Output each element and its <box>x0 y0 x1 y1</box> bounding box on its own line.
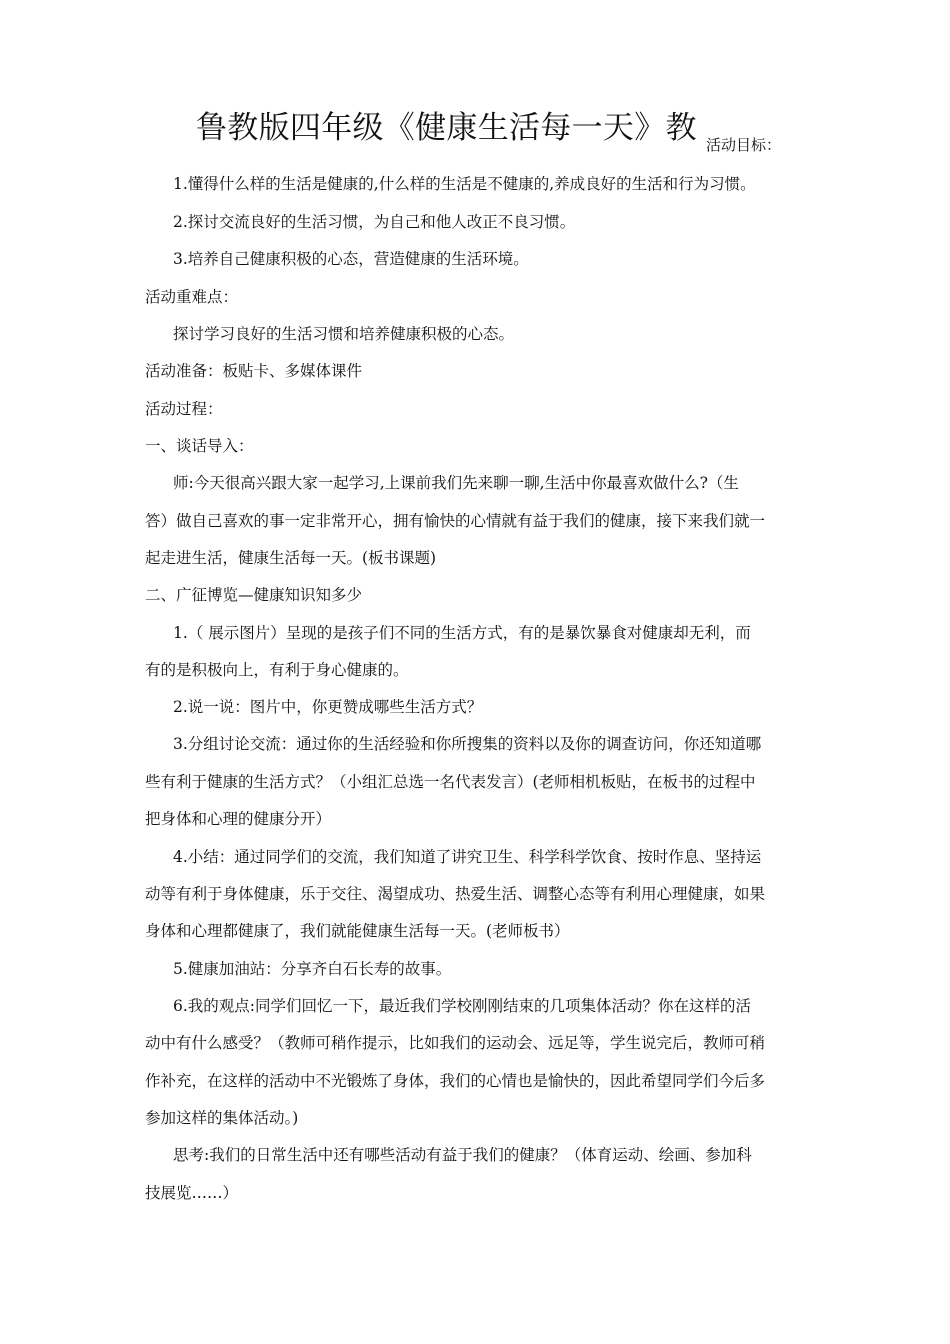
key-points-text: 探讨学习良好的生活习惯和培养健康积极的心态。 <box>173 325 515 343</box>
preparation-text: 活动准备：板贴卡、多媒体课件 <box>145 362 363 380</box>
section-2-heading: 二、广征博览—健康知识知多少 <box>145 586 363 604</box>
process-heading: 活动过程： <box>145 400 223 418</box>
intro-paragraph-line-1: 师:今天很高兴跟大家一起学习,上课前我们先来聊一聊,生活中你最喜欢做什么?（生 <box>173 474 739 492</box>
item-4-line-1: 4.小结：通过同学们的交流，我们知道了讲究卫生、科学科学饮食、按时作息、坚持运 <box>173 848 762 866</box>
reflection-line-1: 思考:我们的日常生活中还有哪些活动有益于我们的健康？（体育运动、绘画、参加科 <box>173 1146 752 1164</box>
item-3-line-3: 把身体和心理的健康分开） <box>145 810 332 828</box>
item-5: 5.健康加油站：分享齐白石长寿的故事。 <box>173 960 452 978</box>
section-1-heading: 一、谈话导入： <box>145 437 254 455</box>
goal-2: 2.探讨交流良好的生活习惯，为自己和他人改正不良习惯。 <box>173 213 576 231</box>
item-4-line-3: 身体和心理都健康了，我们就能健康生活每一天。(老师板书） <box>145 922 570 940</box>
item-1-line-1: 1.（ 展示图片）呈现的是孩子们不同的生活方式，有的是暴饮暴食对健康却无利，而 <box>173 624 751 642</box>
item-4-line-2: 动等有利于身体健康，乐于交往、渴望成功、热爱生活、调整心态等有利用心理健康，如果 <box>145 885 766 903</box>
item-3-line-1: 3.分组讨论交流：通过你的生活经验和你所搜集的资料以及你的调查访问，你还知道哪 <box>173 735 762 753</box>
item-6-line-2: 动中有什么感受？（教师可稍作提示，比如我们的运动会、远足等，学生说完后，教师可稍 <box>145 1034 766 1052</box>
item-6-line-3: 作补充，在这样的活动中不光锻炼了身体，我们的心情也是愉快的，因此希望同学们今后多 <box>145 1072 766 1090</box>
item-6-line-4: 参加这样的集体活动。) <box>145 1109 299 1127</box>
intro-paragraph-line-2: 答）做自己喜欢的事一定非常开心，拥有愉快的心情就有益于我们的健康，接下来我们就一 <box>145 512 766 530</box>
title-row <box>196 104 816 152</box>
intro-paragraph-line-3: 起走进生活，健康生活每一天。(板书课题) <box>145 549 437 567</box>
activity-goals-heading: 活动目标： <box>706 136 782 154</box>
item-1-line-2: 有的是积极向上，有利于身心健康的。 <box>145 661 409 679</box>
goal-1: 1.懂得什么样的生活是健康的,什么样的生活是不健康的,养成良好的生活和行为习惯。 <box>173 175 756 193</box>
goal-3: 3.培养自己健康积极的心态，营造健康的生活环境。 <box>173 250 529 268</box>
reflection-line-2: 技展览……） <box>145 1184 239 1202</box>
item-2: 2.说一说：图片中，你更赞成哪些生活方式？ <box>173 698 483 716</box>
item-6-line-1: 6.我的观点:同学们回忆一下，最近我们学校刚刚结束的几项集体活动？你在这样的活 <box>173 997 752 1015</box>
document-title: 鲁教版四年级《健康生活每一天》教 <box>196 110 697 146</box>
item-3-line-2: 些有利于健康的生活方式？（小组汇总选一名代表发言）(老师相机板贴，在板书的过程中 <box>145 773 756 791</box>
key-points-heading: 活动重难点： <box>145 288 239 306</box>
